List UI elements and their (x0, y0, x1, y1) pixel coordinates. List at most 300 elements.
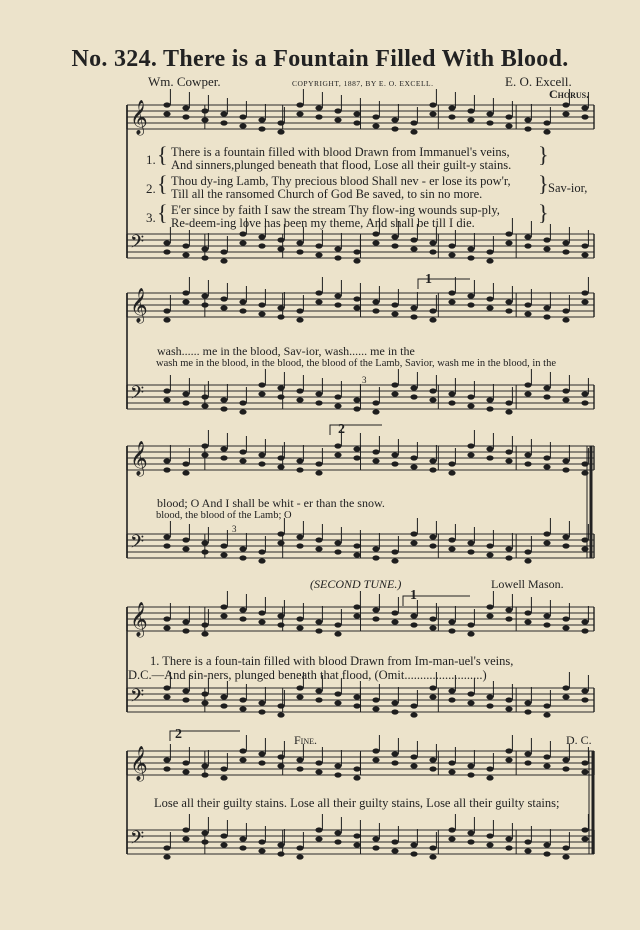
note-head (391, 243, 398, 248)
note-head (524, 382, 531, 387)
note-head (562, 458, 569, 463)
note-head (429, 249, 436, 254)
note-head (429, 757, 436, 762)
note-head (353, 305, 360, 310)
note-head (315, 299, 322, 304)
note-head (467, 691, 474, 696)
note-head (277, 712, 284, 717)
note-head (163, 458, 170, 463)
note-head (429, 694, 436, 699)
note-head (220, 842, 227, 847)
note-head (448, 697, 455, 702)
note-head (201, 691, 208, 696)
note-head (220, 397, 227, 402)
second-ending-number: 2 (338, 422, 345, 437)
note-head (448, 628, 455, 633)
note-head (543, 464, 550, 469)
note-head (372, 757, 379, 762)
note-head (486, 111, 493, 116)
second-tune-label: (SECOND TUNE.) (310, 577, 402, 591)
note-head (543, 703, 550, 708)
note-head (524, 126, 531, 131)
note-head (505, 231, 512, 236)
note-head (163, 388, 170, 393)
note-head (524, 302, 531, 307)
note-head (410, 237, 417, 242)
note-head (581, 470, 588, 475)
note-head (448, 619, 455, 624)
note-head (239, 845, 246, 850)
chorus-pickup: Sav-ior, (548, 181, 588, 195)
note-head (258, 382, 265, 387)
note-head (277, 703, 284, 708)
note-head (372, 299, 379, 304)
note-head (220, 766, 227, 771)
note-head (277, 385, 284, 390)
note-head (258, 117, 265, 122)
note-head (315, 769, 322, 774)
note-head (524, 558, 531, 563)
note-head (277, 246, 284, 251)
note-head (429, 397, 436, 402)
note-head (277, 540, 284, 545)
brace: } (538, 171, 549, 196)
note-head (410, 613, 417, 618)
note-head (201, 403, 208, 408)
note-head (410, 394, 417, 399)
note-head (581, 688, 588, 693)
note-head (562, 685, 569, 690)
tune-lyric: D.C.—And sin-ners, plunged beneath that flood, (Omit.........................) (128, 668, 487, 682)
note-head (315, 400, 322, 405)
note-head (353, 120, 360, 125)
note-head (410, 754, 417, 759)
note-head (239, 400, 246, 405)
note-head (296, 397, 303, 402)
note-head (296, 685, 303, 690)
first-ending-number: 1 (410, 588, 417, 603)
note-head (524, 461, 531, 466)
note-head (391, 382, 398, 387)
note-head (448, 537, 455, 542)
note-head (562, 467, 569, 472)
note-head (258, 461, 265, 466)
note-head (429, 766, 436, 771)
note-head (486, 258, 493, 263)
note-head (353, 694, 360, 699)
note-head (258, 558, 265, 563)
note-head (543, 531, 550, 536)
note-head (258, 234, 265, 239)
note-head (429, 458, 436, 463)
note-head (448, 252, 455, 257)
note-head (429, 845, 436, 850)
note-head (505, 114, 512, 119)
note-head (505, 240, 512, 245)
note-head (315, 114, 322, 119)
note-head (524, 243, 531, 248)
note-head (467, 839, 474, 844)
note-head (239, 114, 246, 119)
note-head (581, 290, 588, 295)
note-head (296, 845, 303, 850)
note-head (201, 631, 208, 636)
note-head (562, 845, 569, 850)
note-head (524, 452, 531, 457)
note-head (239, 748, 246, 753)
note-head (353, 111, 360, 116)
brace: } (538, 142, 549, 167)
note-head (467, 394, 474, 399)
note-head (486, 775, 493, 780)
note-head (391, 391, 398, 396)
note-head (448, 760, 455, 765)
note-head (562, 397, 569, 402)
note-head (543, 129, 550, 134)
note-head (391, 549, 398, 554)
verse-number: 2. (146, 181, 156, 196)
note-head (391, 848, 398, 853)
note-head (581, 252, 588, 257)
note-head (486, 397, 493, 402)
note-head (543, 314, 550, 319)
note-head (448, 114, 455, 119)
brace: } (538, 200, 549, 225)
note-head (429, 534, 436, 539)
note-head (163, 240, 170, 245)
note-head (201, 452, 208, 457)
note-head (410, 464, 417, 469)
note-head (182, 769, 189, 774)
note-head (391, 751, 398, 756)
note-head (524, 234, 531, 239)
note-head (391, 619, 398, 624)
note-head (315, 243, 322, 248)
note-head (562, 766, 569, 771)
note-head (505, 706, 512, 711)
note-head (239, 231, 246, 236)
note-head (334, 631, 341, 636)
note-head (315, 461, 322, 466)
note-head (220, 446, 227, 451)
note-head (277, 314, 284, 319)
note-head (486, 120, 493, 125)
note-head (220, 552, 227, 557)
note-head (543, 237, 550, 242)
note-head (163, 102, 170, 107)
note-head (258, 760, 265, 765)
note-head (163, 467, 170, 472)
note-head (448, 688, 455, 693)
note-head (315, 105, 322, 110)
note-head (296, 534, 303, 539)
note-head (220, 111, 227, 116)
note-head (429, 854, 436, 859)
note-head (296, 694, 303, 699)
note-head (391, 452, 398, 457)
note-head (448, 391, 455, 396)
note-head (467, 293, 474, 298)
note-head (429, 102, 436, 107)
note-head (277, 754, 284, 759)
note-head (201, 293, 208, 298)
note-head (562, 534, 569, 539)
treble-clef: 𝄞 (130, 746, 148, 781)
note-head (201, 108, 208, 113)
note-head (163, 625, 170, 630)
note-head (372, 697, 379, 702)
note-head (505, 616, 512, 621)
note-head (467, 255, 474, 260)
note-head (239, 409, 246, 414)
note-head (410, 385, 417, 390)
note-head (562, 317, 569, 322)
note-head (467, 763, 474, 768)
note-head (505, 449, 512, 454)
note-head (524, 619, 531, 624)
note-head (581, 628, 588, 633)
note-head (562, 757, 569, 762)
verse-line: And sinners,plunged beneath that flood, Lose all their guilt-y stains. (171, 158, 512, 172)
note-head (220, 613, 227, 618)
note-head (505, 546, 512, 551)
note-head (581, 105, 588, 110)
second-ending-number: 2 (175, 727, 182, 742)
note-head (372, 607, 379, 612)
note-head (334, 691, 341, 696)
note-head (505, 555, 512, 560)
note-head (277, 842, 284, 847)
note-head (334, 540, 341, 545)
note-head (182, 836, 189, 841)
note-head (486, 406, 493, 411)
note-head (334, 293, 341, 298)
note-head (562, 102, 569, 107)
note-head (239, 458, 246, 463)
note-head (543, 305, 550, 310)
note-head (163, 249, 170, 254)
verse-number: 1. (146, 152, 156, 167)
note-head (239, 836, 246, 841)
note-head (296, 308, 303, 313)
note-head (239, 555, 246, 560)
chorus-lyric-top: blood; O And I shall be whit - er than the snow. (157, 496, 385, 510)
note-head (543, 540, 550, 545)
note-head (353, 833, 360, 838)
note-head (486, 766, 493, 771)
note-head (391, 610, 398, 615)
note-head (220, 833, 227, 838)
bass-clef: 𝄢 (130, 532, 145, 557)
note-head (524, 848, 531, 853)
note-head (277, 455, 284, 460)
note-head (543, 622, 550, 627)
note-head (334, 108, 341, 113)
note-head (258, 839, 265, 844)
note-head (486, 249, 493, 254)
note-head (353, 397, 360, 402)
note-head (296, 317, 303, 322)
note-head (239, 757, 246, 762)
note-head (277, 622, 284, 627)
note-head (182, 114, 189, 119)
note-head (163, 854, 170, 859)
note-head (163, 317, 170, 322)
note-head (182, 105, 189, 110)
verse-line: Till all the ransomed Church of God Be saved, to sin no more. (171, 187, 483, 201)
note-head (581, 391, 588, 396)
note-head (258, 610, 265, 615)
note-head (543, 851, 550, 856)
note-head (372, 114, 379, 119)
note-head (277, 237, 284, 242)
note-head (486, 703, 493, 708)
note-head (182, 400, 189, 405)
note-head (467, 549, 474, 554)
note-head (505, 409, 512, 414)
brace: { (157, 200, 168, 225)
note-head (239, 308, 246, 313)
note-head (448, 470, 455, 475)
note-head (524, 610, 531, 615)
note-head (220, 775, 227, 780)
bass-clef: 𝄢 (130, 232, 145, 257)
note-head (448, 290, 455, 295)
note-head (410, 455, 417, 460)
note-head (315, 628, 322, 633)
note-head (505, 836, 512, 841)
note-head (296, 854, 303, 859)
note-head (410, 851, 417, 856)
note-head (353, 455, 360, 460)
note-head (467, 830, 474, 835)
note-head (581, 461, 588, 466)
note-head (201, 246, 208, 251)
verse-line: Re-deem-ing love has been my theme, And shall be till I die. (171, 216, 475, 230)
bass-clef: 𝄢 (130, 828, 145, 853)
note-head (581, 243, 588, 248)
note-head (296, 766, 303, 771)
note-head (467, 622, 474, 627)
note-head (239, 697, 246, 702)
note-head (562, 854, 569, 859)
note-head (201, 443, 208, 448)
note-head (220, 249, 227, 254)
note-head (315, 546, 322, 551)
note-head (391, 126, 398, 131)
note-head (410, 842, 417, 847)
note-head (562, 388, 569, 393)
note-head (334, 763, 341, 768)
note-head (296, 388, 303, 393)
note-head (201, 830, 208, 835)
note-head (315, 252, 322, 257)
note-head (391, 311, 398, 316)
note-head (372, 449, 379, 454)
note-head (581, 299, 588, 304)
note-head (296, 625, 303, 630)
note-head (315, 619, 322, 624)
note-head (182, 537, 189, 542)
note-head (239, 123, 246, 128)
note-head (353, 842, 360, 847)
note-head (524, 709, 531, 714)
note-head (163, 845, 170, 850)
note-head (296, 543, 303, 548)
note-head (239, 299, 246, 304)
verse-number: 3. (146, 210, 156, 225)
note-head (505, 757, 512, 762)
note-head (486, 305, 493, 310)
bass-clef: 𝄢 (130, 686, 145, 711)
note-head (258, 848, 265, 853)
note-head (182, 299, 189, 304)
note-head (277, 129, 284, 134)
note-head (220, 543, 227, 548)
note-head (220, 604, 227, 609)
note-head (315, 760, 322, 765)
note-head (182, 243, 189, 248)
note-head (353, 446, 360, 451)
note-head (467, 403, 474, 408)
note-head (163, 766, 170, 771)
note-head (372, 616, 379, 621)
note-head (296, 467, 303, 472)
hymn-title: No. 324. There is a Fountain Filled With Blood. (71, 46, 569, 72)
note-head (467, 772, 474, 777)
note-head (201, 772, 208, 777)
note-head (486, 543, 493, 548)
note-head (334, 700, 341, 705)
note-head (372, 555, 379, 560)
note-head (353, 543, 360, 548)
note-head (201, 255, 208, 260)
note-head (467, 631, 474, 636)
first-ending-number: 1 (425, 272, 432, 287)
note-head (448, 827, 455, 832)
note-head (334, 403, 341, 408)
composer-credit: E. O. Excell. (505, 74, 572, 89)
note-head (581, 760, 588, 765)
note-head (543, 613, 550, 618)
note-head (448, 400, 455, 405)
note-head (182, 391, 189, 396)
note-head (296, 240, 303, 245)
chorus-label: Chorus. (549, 87, 590, 101)
note-head (372, 123, 379, 128)
note-head (258, 243, 265, 248)
note-head (201, 763, 208, 768)
note-head (315, 290, 322, 295)
note-head (524, 391, 531, 396)
note-head (239, 240, 246, 245)
note-head (391, 117, 398, 122)
note-head (467, 700, 474, 705)
note-head (315, 470, 322, 475)
note-head (524, 700, 531, 705)
note-head (220, 455, 227, 460)
note-head (220, 406, 227, 411)
note-head (334, 246, 341, 251)
note-head (277, 464, 284, 469)
note-head (182, 461, 189, 466)
note-head (182, 470, 189, 475)
note-head (486, 842, 493, 847)
note-head (201, 117, 208, 122)
note-head (486, 446, 493, 451)
note-head (505, 308, 512, 313)
note-head (581, 400, 588, 405)
